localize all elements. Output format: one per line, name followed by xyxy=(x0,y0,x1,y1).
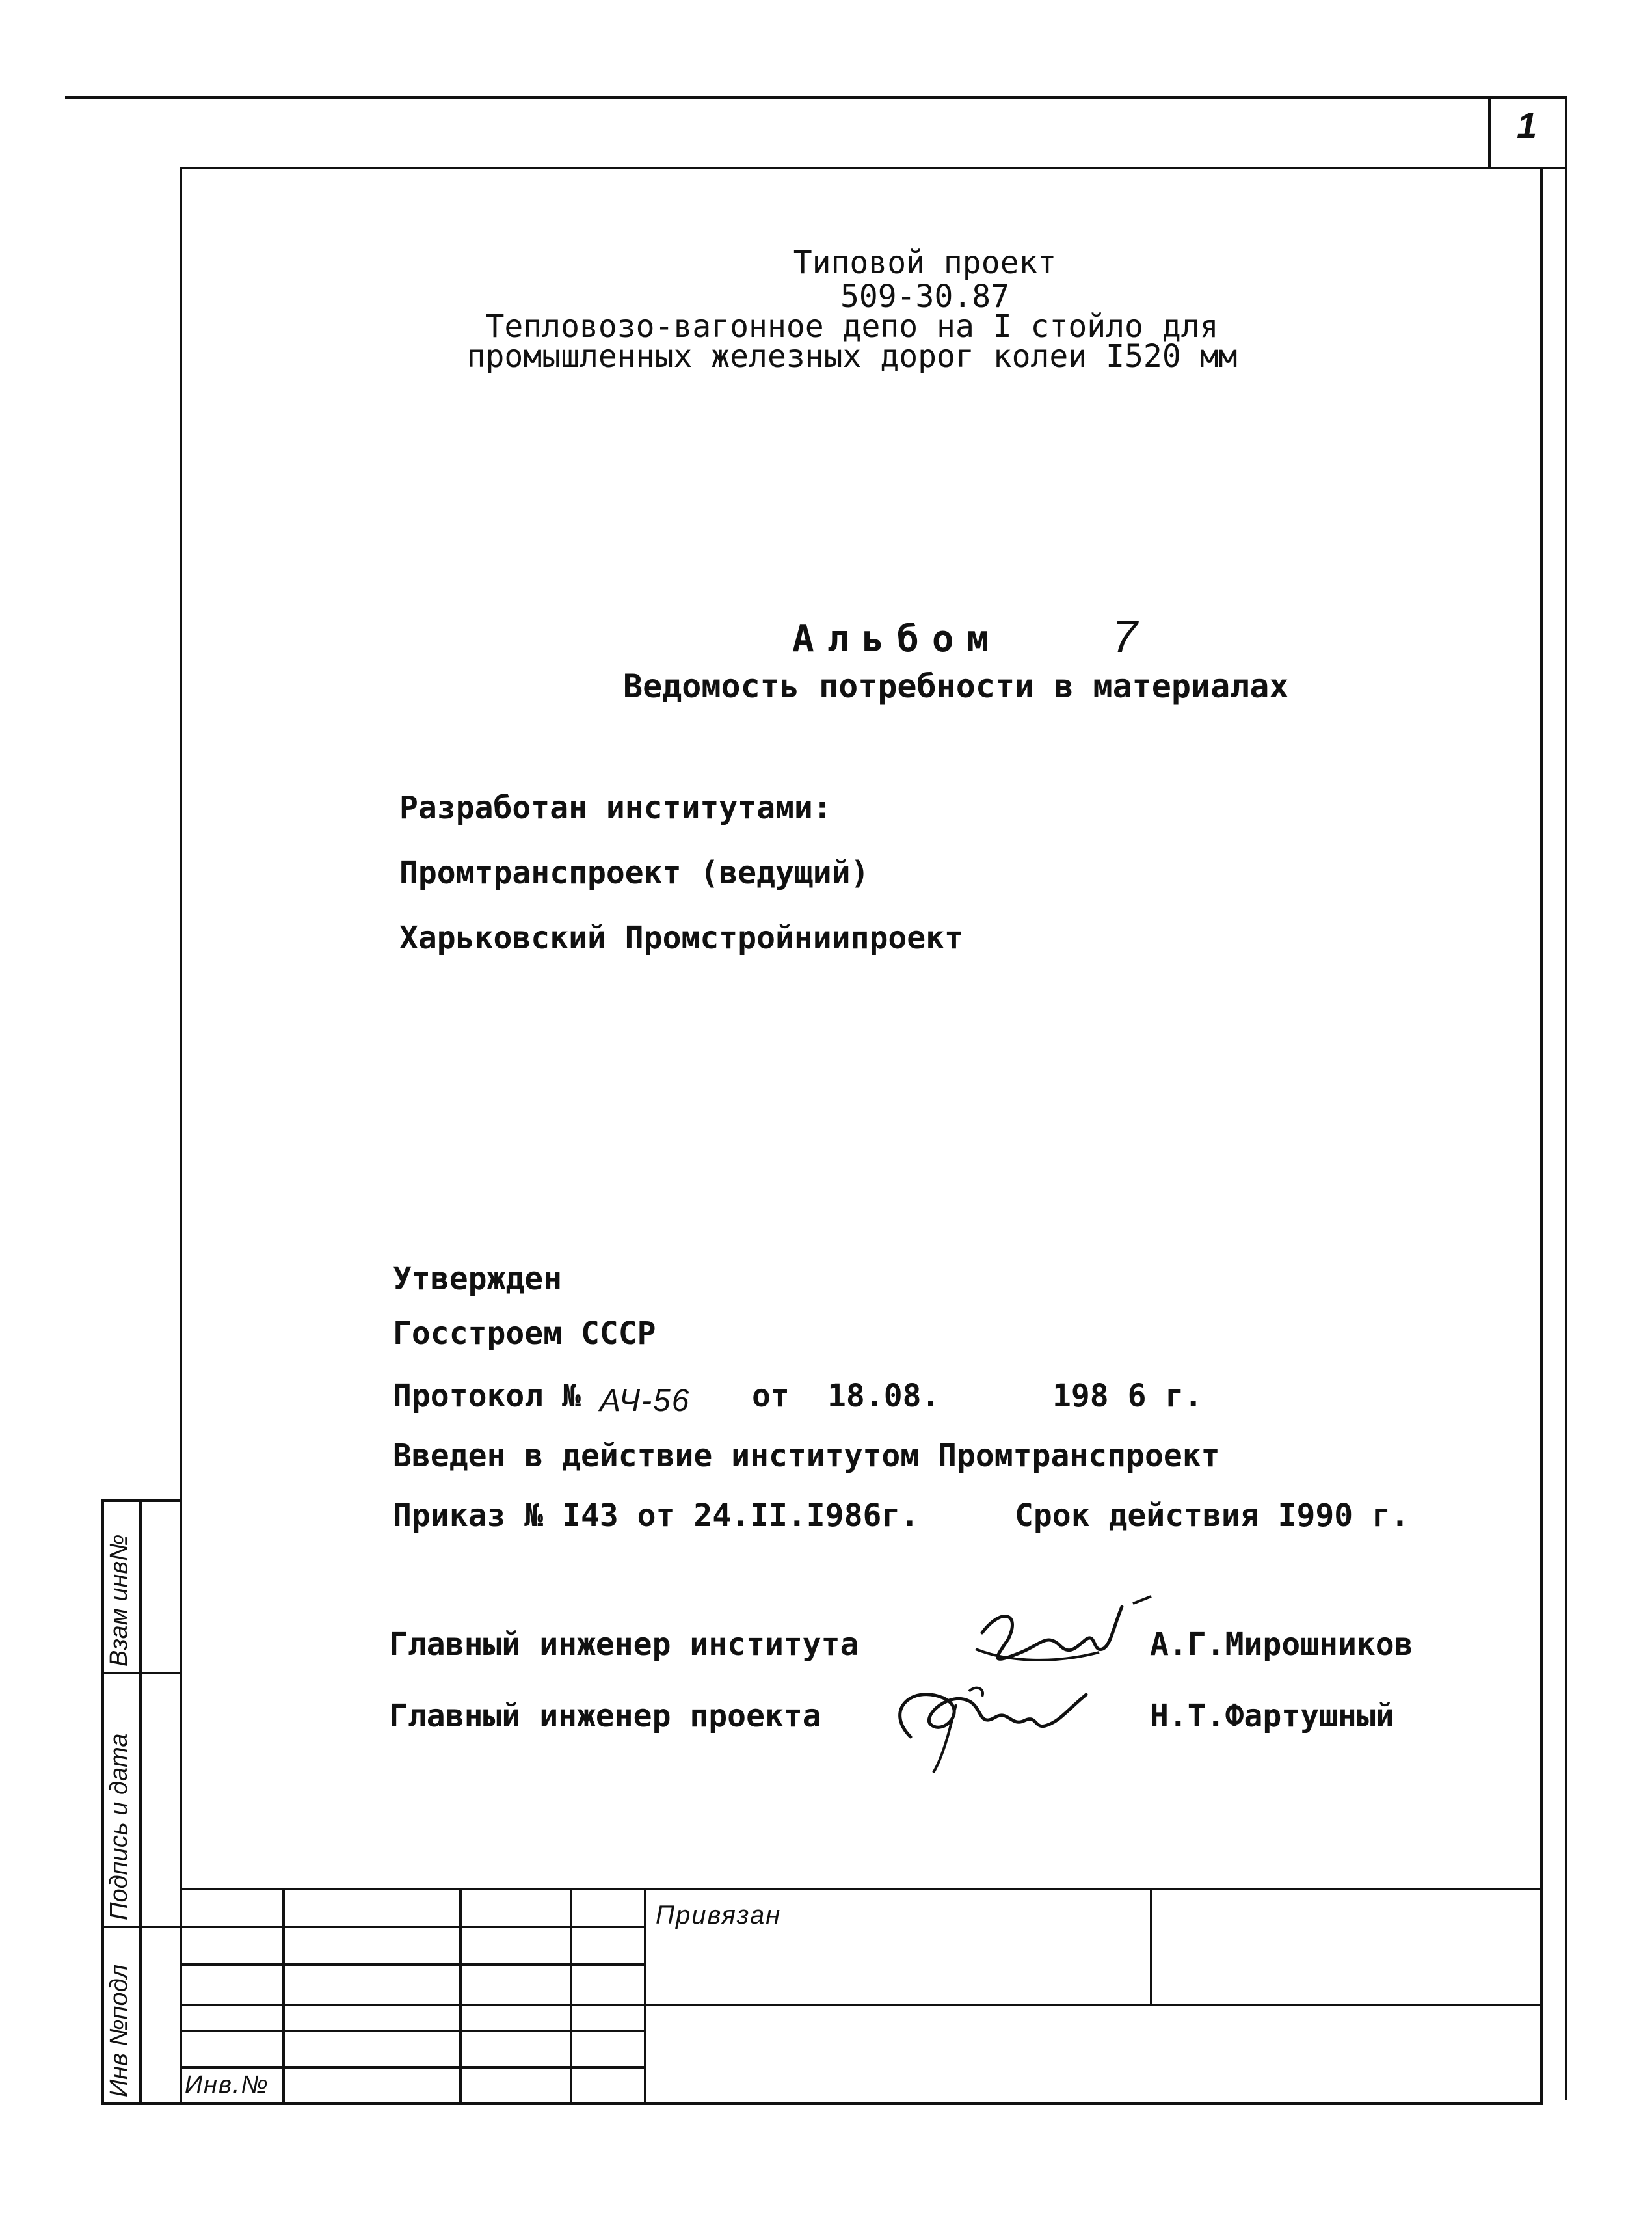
title-block-col xyxy=(459,1888,462,2104)
album-number: 7 xyxy=(1112,611,1139,662)
side-stamp-line xyxy=(101,1672,181,1674)
frame-right xyxy=(1540,167,1543,2105)
page-box-right xyxy=(1565,96,1567,2100)
project-number: 509-30.87 xyxy=(840,278,1010,315)
order-line: Приказ № I43 от 24.II.I986г. xyxy=(393,1497,920,1534)
side-stamp-line xyxy=(101,2102,181,2105)
page-box-left xyxy=(1488,96,1491,168)
signature-role: Главный инженер проекта xyxy=(389,1698,821,1734)
side-podpis-data: Подпись и дата xyxy=(105,1733,133,1920)
side-stamp-line xyxy=(101,1499,181,1502)
protocol-number: АЧ-56 xyxy=(600,1384,691,1418)
protocol-date: 18.08. xyxy=(827,1378,940,1414)
title-block-col xyxy=(282,1888,285,2104)
album-subtitle: Ведомость потребности в материалах xyxy=(623,667,1289,705)
title-block-bottom xyxy=(180,2102,1543,2105)
signature-name: Н.Т.Фартушный xyxy=(1150,1698,1394,1734)
side-inv-podl: Инв №подл xyxy=(105,1964,133,2097)
project-title-line1: Тепловозо-вагонное депо на I стойло для xyxy=(485,308,1219,345)
side-vzam-inv: Взам инв№ xyxy=(105,1534,133,1667)
side-stamp-inner xyxy=(139,1499,142,2104)
side-stamp-outer xyxy=(101,1499,104,2104)
title-block-col xyxy=(570,1888,572,2104)
title-block-row xyxy=(180,1963,646,1966)
title-block-row xyxy=(180,2004,1543,2006)
project-type: Типовой проект xyxy=(793,245,1057,281)
title-block-row xyxy=(180,1926,646,1928)
handwritten-signature-2 xyxy=(872,1665,1119,1776)
page-number: 1 xyxy=(1517,105,1539,146)
title-block-top xyxy=(180,1888,1543,1890)
developers-heading: Разработан институтами: xyxy=(399,790,832,826)
privyazan-label: Привязан xyxy=(656,1901,782,1929)
title-block-row xyxy=(180,2066,646,2069)
title-block-col xyxy=(644,1888,646,2104)
project-title-line2: промышленных железных дорог колеи I520 мм xyxy=(466,338,1238,375)
frame-top xyxy=(180,167,1567,169)
top-rule xyxy=(65,96,1567,99)
enacted-line: Введен в действие институтом Промтранспроект xyxy=(393,1438,1220,1474)
protocol-label: Протокол № xyxy=(393,1378,581,1414)
album-label: Альбом xyxy=(792,618,1002,660)
validity-line: Срок действия I990 г. xyxy=(1015,1497,1409,1534)
inv-no-label: Инв.№ xyxy=(185,2071,269,2099)
developer-item: Промтранспроект (ведущий) xyxy=(399,855,870,891)
title-block-col xyxy=(1150,1888,1152,2006)
title-block-row xyxy=(180,2030,646,2032)
signature-role: Главный инженер института xyxy=(389,1626,859,1663)
approved-label: Утвержден xyxy=(393,1261,563,1297)
signature-name: А.Г.Мирошников xyxy=(1150,1626,1413,1663)
approved-by: Госстроем СССР xyxy=(393,1315,656,1352)
developer-item: Харьковский Промстройниипроект xyxy=(399,920,963,956)
frame-left xyxy=(180,167,182,2105)
side-stamp-line xyxy=(101,1926,181,1928)
protocol-year: 198 6 г. xyxy=(1052,1378,1203,1414)
protocol-from: от xyxy=(752,1378,790,1414)
